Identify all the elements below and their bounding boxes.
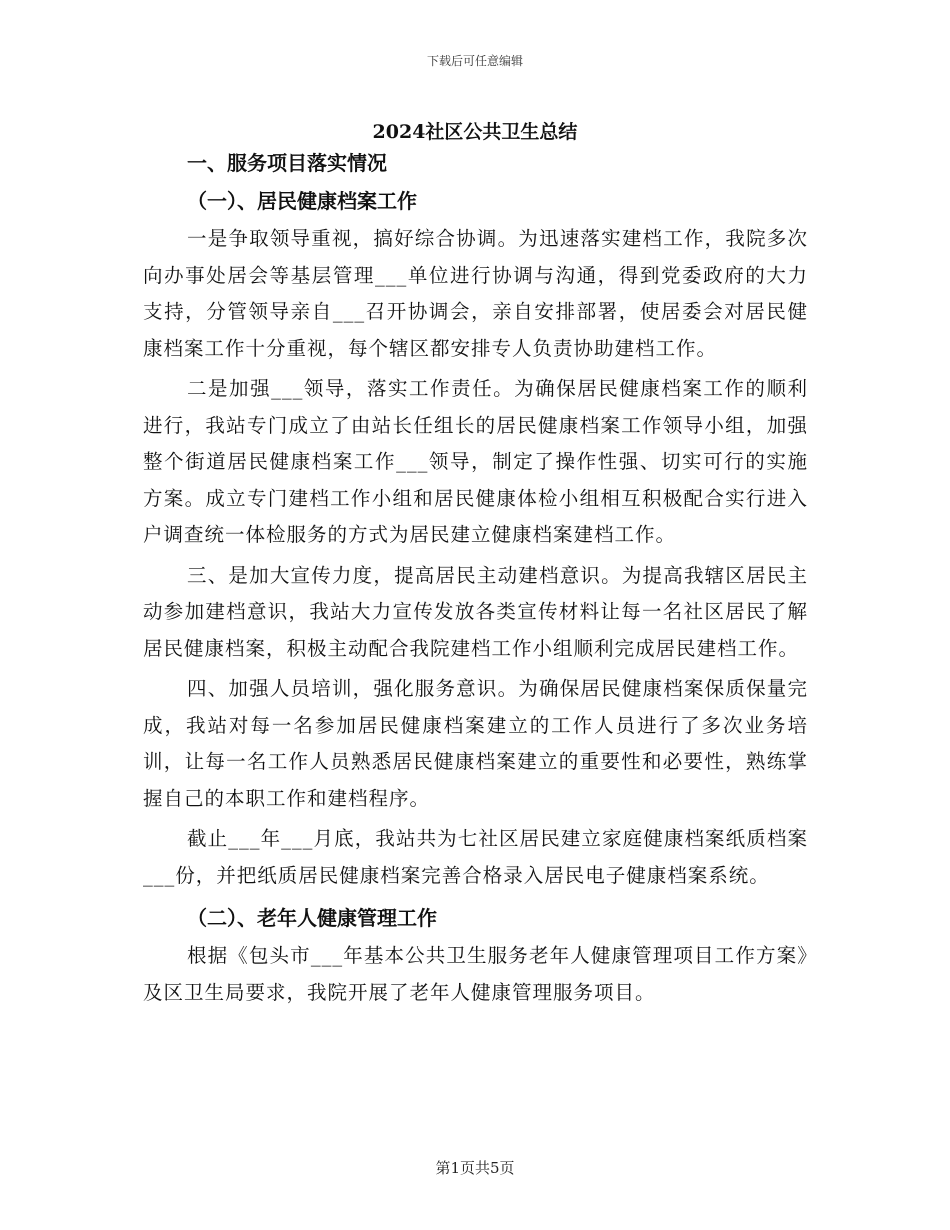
page-footer: 第1页共5页 [435, 1159, 515, 1177]
paragraph: 根据《包头市___年基本公共卫生服务老年人健康管理项目工作方案》及区卫生局要求，我院开展了老年人健康管理服务项目。 [143, 944, 808, 1004]
paragraph: 截止___年___月底，我站共为七社区居民建立家庭健康档案纸质档案___份，并把纸质居民健康档案完善合格录入居民电子健康档案系统。 [143, 827, 808, 887]
paragraph: 四、加强人员培训，强化服务意识。为确保居民健康档案保质保量完成，我站对每一名参加居民健康档案建立的工作人员进行了多次业务培训，让每一名工作人员熟悉居民健康档案建立的重要性和必要性，熟练掌握自己的本职工作和建档程序。 [143, 677, 808, 810]
subsection-heading: （一）、居民健康档案工作 [187, 189, 417, 213]
document-title: 2024社区公共卫生总结 [372, 121, 578, 143]
subsection-heading: （二）、老年人健康管理工作 [187, 906, 437, 930]
section-heading: 一、服务项目落实情况 [187, 151, 387, 175]
paragraph: 一是争取领导重视，搞好综合协调。为迅速落实建档工作，我院多次向办事处居会等基层管理___单位进行协调与沟通，得到党委政府的大力支持，分管领导亲自___召开协调会，亲自安排部署，使居委会对居民健康档案工作十分重视，每个辖区都安排专人负责协助建档工作。 [143, 227, 808, 360]
paragraph: 三、是加大宣传力度，提高居民主动建档意识。为提高我辖区居民主动参加建档意识，我站大力宣传发放各类宣传材料让每一名社区居民了解居民健康档案，积极主动配合我院建档工作小组顺利完成居民建档工作。 [143, 563, 808, 660]
paragraph: 二是加强___领导，落实工作责任。为确保居民健康档案工作的顺利进行，我站专门成立了由站长任组长的居民健康档案工作领导小组，加强整个街道居民健康档案工作___领导，制定了操作性强、切实可行的实施方案。成立专门建档工作小组和居民健康体检小组相互积极配合实行进入户调查统一体检服务的方式为居民建立健康档案建档工作。 [143, 377, 808, 546]
document-body [143, 145, 808, 1015]
header-note: 下载后可任意编辑 [426, 54, 523, 68]
